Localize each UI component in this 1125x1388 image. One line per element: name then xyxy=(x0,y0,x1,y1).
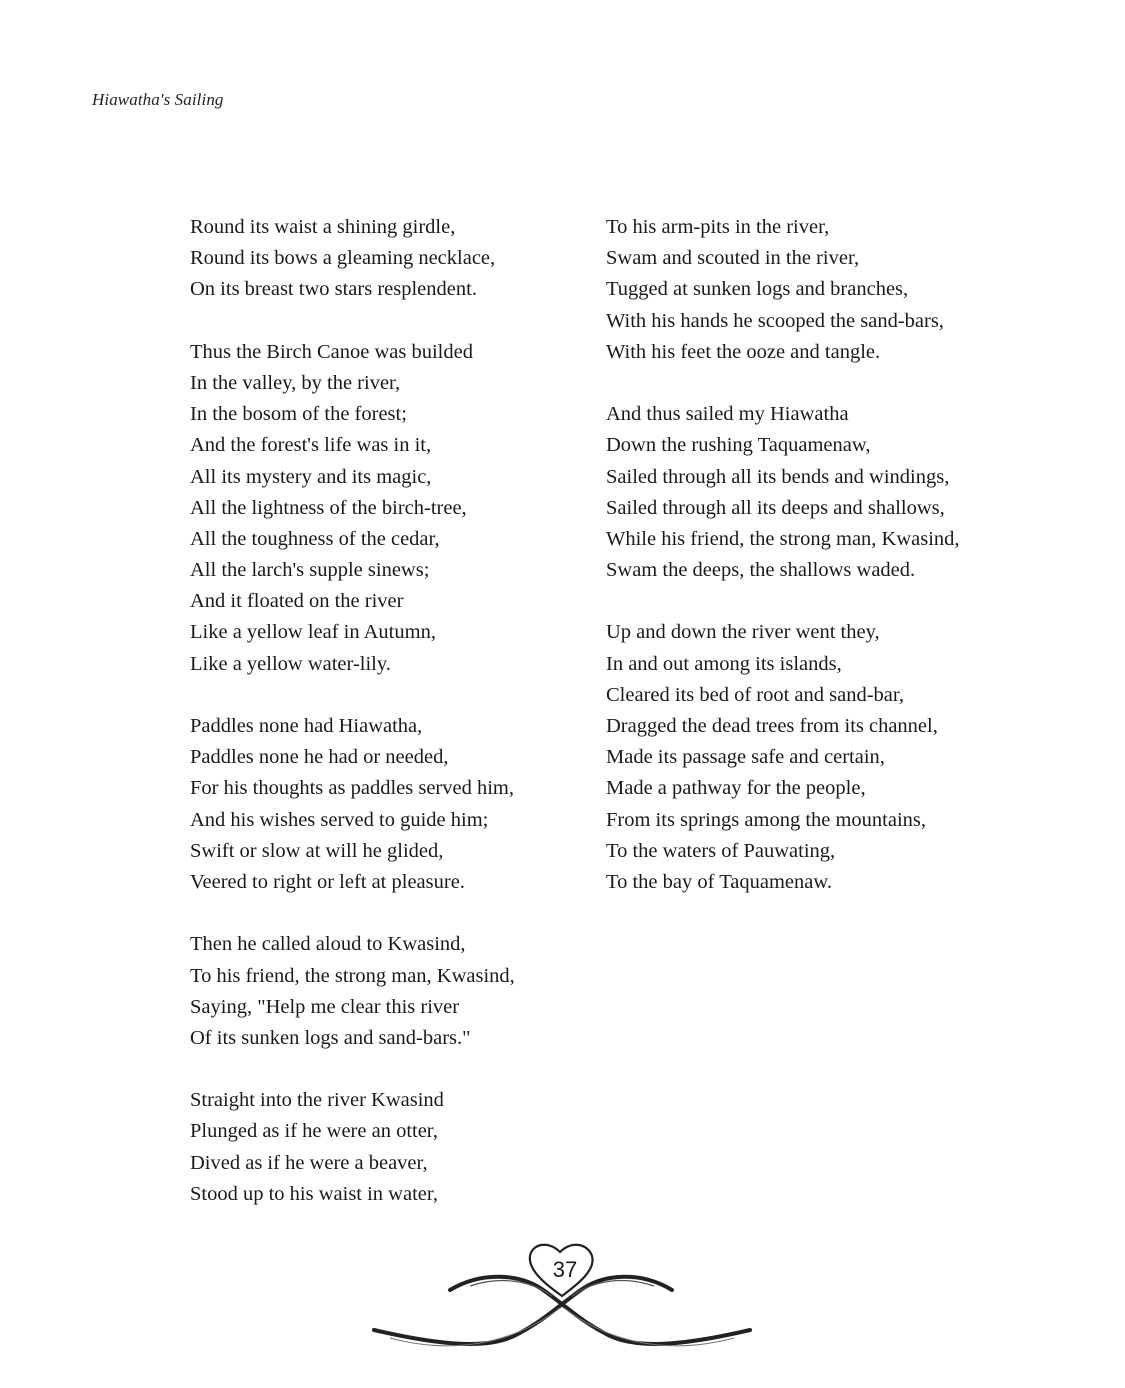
poem-line: Veered to right or left at pleasure. xyxy=(190,870,465,893)
poem-line: Thus the Birch Canoe was builded xyxy=(190,340,473,363)
poem-line: All its mystery and its magic, xyxy=(190,465,432,488)
left-poem-column xyxy=(190,212,610,1241)
poem-line: Paddles none he had or needed, xyxy=(190,746,449,769)
poem-line: To his arm-pits in the river, xyxy=(606,216,830,238)
heart-swirl-ornament-icon xyxy=(370,1236,755,1361)
poem-line: All the toughness of the cedar, xyxy=(190,527,440,550)
poem-line: Paddles none had Hiawatha, xyxy=(190,715,423,737)
poem-line: Up and down the river went they, xyxy=(606,621,880,644)
poem-line: In the bosom of the forest; xyxy=(190,403,407,426)
poem-line: Sailed through all its bends and windings, xyxy=(606,465,950,488)
stanza xyxy=(190,711,610,898)
poem-line: Dragged the dead trees from its channel, xyxy=(606,715,938,737)
poem-line: Straight into the river Kwasind xyxy=(190,1089,444,1112)
poem-line: To his friend, the strong man, Kwasind, xyxy=(190,964,515,987)
poem-line: In the valley, by the river, xyxy=(190,371,401,394)
stanza xyxy=(190,337,610,680)
poem-line: Made its passage safe and certain, xyxy=(606,746,885,769)
poem-line: With his hands he scooped the sand-bars, xyxy=(606,309,944,332)
poem-line: While his friend, the strong man, Kwasind, xyxy=(606,527,960,550)
poem-line: Made a pathway for the people, xyxy=(606,777,866,800)
poem-line: Like a yellow water-lily. xyxy=(190,652,391,675)
poem-line: Like a yellow leaf in Autumn, xyxy=(190,621,436,644)
stanza xyxy=(190,929,610,1054)
poem-line: All the lightness of the birch-tree, xyxy=(190,496,467,519)
poem-line: To the bay of Taquamenaw. xyxy=(606,870,832,893)
poem-line: And it floated on the river xyxy=(190,590,404,613)
poem-line: Tugged at sunken logs and branches, xyxy=(606,278,909,301)
stanza xyxy=(606,617,1026,898)
poem-line: Down the rushing Taquamenaw, xyxy=(606,434,871,457)
running-head-title: Hiawatha's Sailing xyxy=(92,90,224,109)
poem-line: For his thoughts as paddles served him, xyxy=(190,777,514,800)
poem-line: Dived as if he were a beaver, xyxy=(190,1151,428,1174)
poem-line: In and out among its islands, xyxy=(606,652,842,675)
poem-line: All the larch's supple sinews; xyxy=(190,559,430,582)
poem-line: From its springs among the mountains, xyxy=(606,808,927,831)
poem-line: Stood up to his waist in water, xyxy=(190,1182,439,1205)
poem-line: Cleared its bed of root and sand-bar, xyxy=(606,683,905,706)
poem-line: On its breast two stars resplendent. xyxy=(190,278,477,301)
poem-line: Swam the deeps, the shallows waded. xyxy=(606,559,916,582)
right-poem-column xyxy=(606,212,1026,929)
poem-line: Round its waist a shining girdle, xyxy=(190,216,456,238)
poem-line: Round its bows a gleaming necklace, xyxy=(190,247,496,270)
poem-line: And the forest's life was in it, xyxy=(190,434,432,457)
stanza xyxy=(606,399,1026,586)
poem-line: Saying, "Help me clear this river xyxy=(190,995,460,1018)
poem-line: Then he called aloud to Kwasind, xyxy=(190,933,466,956)
poem-line: To the waters of Pauwating, xyxy=(606,839,836,862)
stanza xyxy=(190,1085,610,1210)
poem-line: Plunged as if he were an otter, xyxy=(190,1120,438,1143)
poem-line: Of its sunken logs and sand-bars." xyxy=(190,1026,471,1049)
poem-line: And thus sailed my Hiawatha xyxy=(606,403,849,426)
poem-line: Sailed through all its deeps and shallows, xyxy=(606,496,945,519)
page-number: 37 xyxy=(552,1257,578,1282)
stanza xyxy=(606,212,1026,368)
poem-line: With his feet the ooze and tangle. xyxy=(606,340,881,363)
stanza xyxy=(190,212,610,306)
poem-line: Swam and scouted in the river, xyxy=(606,247,860,270)
poem-line: Swift or slow at will he glided, xyxy=(190,839,444,862)
poem-line: And his wishes served to guide him; xyxy=(190,808,489,831)
